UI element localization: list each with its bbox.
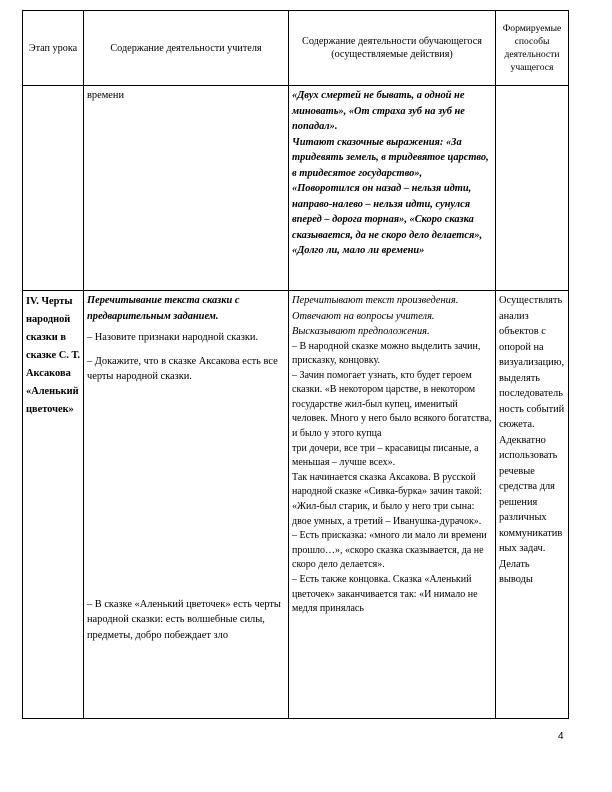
table-header-row [23, 11, 569, 86]
row1-teacher-cell [84, 86, 289, 291]
row2-ways-cell [496, 291, 569, 719]
row2-teacher-question2: – Докажите, что в сказке Аксакова есть все черты народной сказки. [87, 355, 278, 382]
row2-student-answer1: – В народной сказке можно выделить зачин, присказку, концовку. [292, 340, 481, 367]
row2-student-answer3: три дочери, все три – красавицы писаные, а меньшая – лучше всех». [292, 442, 479, 469]
row1-ways-cell [496, 86, 569, 291]
row1-student-expressions: Читают сказочные выражения: «За тридевять земель, в тридевятое царство, в тридесятое государство», «Поворотился он назад – нельзя идти, направо-налево – нельзя идти, сунулся вперед – дорога торная», «Скоро сказка сказывается, да не скоро дело делается», «Долго ли, мало ли времени» [292, 136, 489, 256]
row2-teacher-question3: – В сказке «Аленький цветочек» есть черты народной сказки: есть волшебные силы, предметы, добро побеждает зло [87, 598, 281, 641]
row1-student-cell [289, 86, 496, 291]
row2-stage-title: IV. Черты народной сказки в сказке С. Т. Аксакова «Аленький цветочек» [26, 296, 80, 415]
page-number: 4 [558, 731, 564, 742]
row2-teacher-question1: – Назовите признаки народной сказки. [87, 332, 259, 343]
row1-stage-cell [23, 86, 84, 291]
header-stage: Этап урока [23, 11, 84, 86]
header-student-line1: Содержание деятельности обучающегося [302, 36, 482, 47]
row2-teacher-task: Перечитывание текста сказки с предварительным заданием. [87, 295, 240, 322]
row2-ways-text: Осуществлять анализ объектов с опорой на визуализацию, выделять последовательность событий сюжета. Адекватно использовать речевые средства для решения различных коммуникативных задач. Делать выводы [499, 295, 565, 585]
row2-teacher-cell [84, 291, 289, 719]
table-row [23, 86, 569, 291]
header-teacher-activity: Содержание деятельности учителя [84, 11, 289, 86]
header-student-line2: (осуществляемые действия) [331, 49, 453, 60]
row2-student-answer6: – Есть также концовка. Сказка «Аленький цветочек» заканчивается так: «И нимало не медля принялась [292, 574, 478, 615]
lesson-plan-table [22, 10, 569, 719]
table-row [23, 291, 569, 719]
row2-student-cell [289, 291, 496, 719]
row1-teacher-text: времени [87, 90, 125, 101]
row2-student-answer5: – Есть присказка: «много ли мало ли времени прошло…», «скоро сказка сказывается, да не скоро дело делается». [292, 530, 487, 571]
row2-student-answer2: – Зачин помогает узнать, кто будет героем сказки. «В некотором царстве, в некотором государстве жил-был купец, именитый человек. Много у него было всякого богатства, и было у этого купца [292, 369, 492, 440]
row1-student-quotes: «Двух смертей не бывать, а одной не миновать», «От страха зуб на зуб не попадал». [292, 90, 465, 132]
header-student-activity [289, 11, 496, 86]
header-ways-of-activity: Формируемые способы деятельности учащегося [496, 11, 569, 86]
row2-student-task: Перечитывают текст произведения. Отвечают на вопросы учителя. Высказывают предположения. [292, 295, 459, 337]
row2-stage-cell [23, 291, 84, 719]
row2-student-answer4: Так начинается сказка Аксакова. В русской народной сказке «Сивка-бурка» зачин такой: «Жил-был старик, и было у него три сына: двое умных, а третий – Иванушка-дурачок». [292, 471, 483, 527]
